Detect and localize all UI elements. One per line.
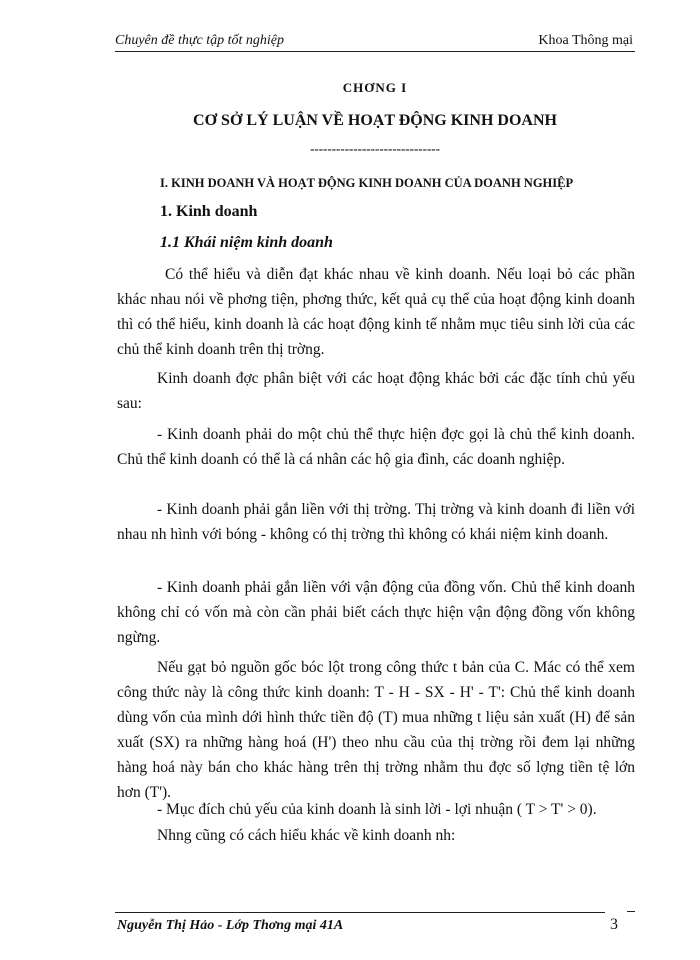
footer-rule-end (627, 911, 635, 912)
section-heading-1: 1. Kinh doanh (160, 203, 258, 220)
section-heading-I: I. KINH DOANH VÀ HOẠT ĐỘNG KINH DOANH CỦA DOANH NGHIỆP (160, 176, 574, 190)
paragraph: - Kinh doanh phải gắn liền với thị trờng. Thị trờng và kinh doanh đi liền với nhau nh hình với bóng - không có thị trờng thì không có khái niệm kinh doanh. (117, 501, 635, 543)
page-header (115, 33, 633, 53)
header-rule (115, 51, 635, 52)
chapter-label: CHƠNG I (342, 80, 408, 95)
paragraph: - Kinh doanh phải do một chủ thể thực hiện đợc gọi là chủ thể kinh doanh. Chủ thể kinh doanh có thể là cá nhân các hộ gia đình, các doanh nghiệp. (117, 426, 635, 468)
footer-rule (115, 912, 605, 913)
header-faculty: Khoa Thông mại (538, 33, 633, 48)
chapter-title: CƠ SỞ LÝ LUẬN VỀ HOẠT ĐỘNG KINH DOANH (193, 112, 557, 129)
paragraph: Kinh doanh đợc phân biệt với các hoạt động khác bởi các đặc tính chủ yếu sau: (117, 370, 635, 412)
footer-author: Nguyễn Thị Hảo - Lớp Thơng mại 41A (117, 918, 344, 933)
title-separator: ------------------------------ (310, 141, 440, 156)
paragraph: Có thể hiểu và diễn đạt khác nhau về kinh doanh. Nếu loại bỏ các phần khác nhau nói về phơng tiện, phơng thức, kết quả cụ thể của hoạt động kinh doanh thì có thể hiểu, kinh doanh là các hoạt động kinh tế nhằm mục tiêu sinh lời của các chủ thể kinh doanh trên thị trờng. (117, 266, 635, 358)
paragraph: Nếu gạt bỏ nguồn gốc bóc lột trong công thức t bản của C. Mác có thể xem công thức này là công thức kinh doanh: T - H - SX - H' - T': Chủ thể kinh doanh dùng vốn của mình dới hình thức tiền độ (T) mua những t liệu sản xuất (H) để sản xuất (SX) ra những hàng hoá (H') theo nhu cầu của thị trờng rồi đem lại những hàng hoá này bán cho khác hàng trên thị trờng nhằm thu đợc số lợng tiền tệ lớn hơn (T'). (117, 659, 635, 801)
header-document-type: Chuyên đề thực tập tốt nghiệp (115, 33, 284, 48)
paragraph: - Mục đích chủ yếu của kinh doanh là sinh lời - lợi nhuận ( T > T' > 0). (157, 801, 597, 818)
paragraph: - Kinh doanh phải gắn liền với vận động của đồng vốn. Chủ thể kinh doanh không chỉ có vốn mà còn cần phải biết cách thực hiện vận động đồng vốn không ngừng. (117, 579, 635, 646)
page-number: 3 (610, 916, 618, 933)
section-heading-1-1: 1.1 Khái niệm kinh doanh (160, 234, 333, 251)
paragraph: Nhng cũng có cách hiểu khác về kinh doanh nh: (157, 827, 456, 844)
